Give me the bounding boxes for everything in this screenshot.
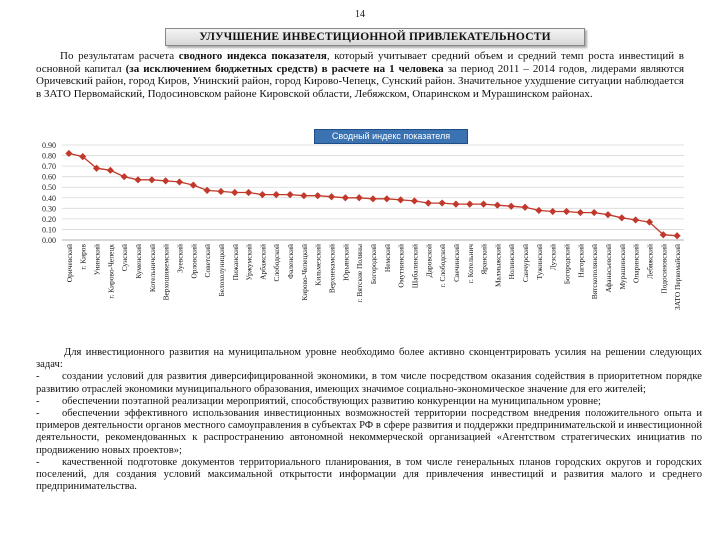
x-tick-label: Мурашинский	[617, 244, 627, 290]
directions-item-text: обеспечении эффективного использования инвестиционных возможностей территории посредством внедрения положительного опыта и примеров деятельности органов местного самоуправления в субъектах РФ в сфере развития и поддержки предпринимательской и инвестиционной деятельности, рекомендованных к распространению автономной некоммерческой организацией «Агентством стратегических инициатив по продвижению новых проектов»;	[36, 408, 702, 456]
data-point	[397, 196, 404, 203]
x-tick-label: Подосиновский	[659, 244, 669, 294]
data-point	[286, 191, 293, 198]
y-tick-label: 0.70	[42, 162, 56, 172]
y-tick-label: 0.90	[42, 141, 56, 150]
x-tick-label: Слободской	[272, 244, 282, 282]
directions-item	[36, 371, 702, 395]
page-number: 14	[355, 9, 365, 20]
x-tick-label: Богородский	[562, 244, 572, 285]
data-point	[466, 201, 473, 208]
bullet-dash: -	[36, 395, 40, 407]
data-point	[65, 150, 72, 157]
x-tick-label: Омутнинский	[396, 244, 406, 288]
intro-text-2: , который учитывает средний объем и средний темп роста инвестиций в основной капитал	[36, 50, 684, 75]
x-tick-label: Юрьянский	[341, 244, 351, 281]
bullet-dash: -	[36, 371, 40, 383]
data-point	[425, 199, 432, 206]
data-point	[383, 195, 390, 202]
x-tick-label: Свечинский	[451, 244, 461, 282]
data-point	[300, 192, 307, 199]
x-tick-label: Орловский	[189, 244, 199, 279]
data-point	[273, 191, 280, 198]
y-tick-label: 0.60	[42, 172, 56, 182]
data-point	[411, 197, 418, 204]
intro-text-3: за период 2011 – 2014 годов, лидерами являются Оричевский район, город Киров, Унинский район, город Кирово-Чепецк, Сунский район. Значительное ухудшение ситуации наблюдается в ЗАТО Первомайский, Подосиновском районе Кировской области, Лебяжском, Опаринском и Мурашинском районах.	[36, 62, 685, 100]
section-heading: УЛУЧШЕНИЕ ИНВЕСТИЦИОННОЙ ПРИВЛЕКАТЕЛЬНОСТИ	[165, 28, 585, 46]
x-tick-label: Кильмезский	[313, 244, 323, 286]
directions-item	[36, 408, 702, 457]
data-point	[577, 209, 584, 216]
x-tick-label: Сунский	[120, 244, 130, 272]
data-point	[508, 203, 515, 210]
x-tick-label: Уржумский	[244, 244, 254, 281]
data-point	[356, 194, 363, 201]
intro-bold-1: сводного индекса показателя	[178, 50, 327, 62]
intro-paragraph	[36, 50, 684, 100]
data-point	[369, 195, 376, 202]
data-point	[176, 178, 183, 185]
data-point	[480, 201, 487, 208]
data-point	[328, 193, 335, 200]
data-point	[190, 182, 197, 189]
data-point	[121, 173, 128, 180]
x-tick-label: Нагорский	[576, 244, 586, 278]
data-point	[259, 191, 266, 198]
y-tick-label: 0.30	[42, 204, 56, 214]
x-tick-label: г. Вятские Поляны	[355, 244, 365, 303]
directions-item-text: обеспечении поэтапной реализации мероприятий, способствующих развитию конкуренции на муниципальном уровне;	[62, 395, 601, 407]
x-tick-label: Лузский	[548, 244, 558, 271]
y-tick-label: 0.40	[42, 193, 56, 203]
x-tick-label: Кирово-Чепецкий	[299, 244, 309, 301]
data-point	[521, 204, 528, 211]
data-point	[535, 207, 542, 214]
data-point	[342, 194, 349, 201]
data-point	[618, 214, 625, 221]
data-point	[673, 232, 680, 239]
bullet-dash: -	[36, 456, 40, 468]
x-tick-label: Санчурский	[521, 244, 531, 283]
x-tick-label: Унинский	[92, 244, 102, 276]
index-chart	[0, 138, 720, 348]
data-point	[632, 216, 639, 223]
x-tick-label: Зуевский	[175, 244, 185, 273]
x-tick-label: Котельничский	[147, 244, 157, 293]
data-point	[217, 188, 224, 195]
x-tick-label: г. Киров	[78, 244, 88, 270]
x-tick-label: Оричевский	[64, 244, 74, 283]
directions-item	[36, 396, 702, 408]
x-tick-label: Афанасьевский	[603, 244, 613, 293]
x-tick-label: Яранский	[479, 243, 489, 275]
x-tick-label: Шабалинский	[410, 244, 420, 289]
data-point	[452, 201, 459, 208]
x-tick-label: г. Котельнич	[465, 244, 475, 284]
data-point	[563, 208, 570, 215]
data-point	[591, 209, 598, 216]
data-point	[314, 192, 321, 199]
x-tick-label: ЗАТО Первомайский	[673, 244, 683, 310]
x-tick-label: Нолинский	[507, 244, 517, 280]
directions-intro: Для инвестиционного развития на муниципальном уровне необходимо более активно сконцентрировать усилия на решении следующих задач:	[36, 347, 702, 371]
x-tick-label: Арбажский	[258, 244, 268, 280]
intro-text-1: По результатам расчета	[60, 50, 179, 62]
x-tick-label: Фаленский	[286, 244, 296, 279]
data-point	[134, 176, 141, 183]
x-tick-label: Советский	[203, 244, 213, 278]
chart-title: Сводный индекс показателя	[314, 129, 468, 144]
directions-list	[36, 371, 702, 493]
intro-bold-2: (за исключением бюджетных средств) в расчете на 1 человека	[125, 62, 444, 75]
x-tick-label: Пижанский	[230, 244, 240, 281]
data-point	[162, 177, 169, 184]
x-tick-label: Белохолуницкий	[216, 244, 226, 297]
x-tick-label: Куменский	[134, 244, 144, 279]
x-tick-label: Опаринский	[631, 244, 641, 283]
x-tick-label: г. Слободской	[438, 244, 448, 288]
data-point	[231, 189, 238, 196]
x-tick-label: Вятскополянский	[590, 244, 600, 300]
data-point	[148, 176, 155, 183]
x-tick-label: Верхошижемский	[161, 244, 171, 301]
y-tick-label: 0.00	[42, 236, 56, 245]
bullet-dash: -	[36, 408, 40, 420]
data-point	[107, 167, 114, 174]
x-tick-label: Малмыжский	[493, 244, 503, 288]
y-tick-label: 0.80	[42, 151, 56, 161]
directions-block	[36, 347, 702, 493]
x-tick-label: Лебяжский	[645, 244, 655, 279]
x-tick-label: Немский	[382, 244, 392, 273]
x-tick-label: Верхнекамский	[327, 244, 337, 294]
y-tick-label: 0.10	[42, 225, 56, 235]
data-point	[204, 187, 211, 194]
data-point	[549, 208, 556, 215]
x-tick-label: Даровской	[424, 244, 434, 278]
data-point	[439, 199, 446, 206]
directions-item-text: качественной подготовке документов территориального планирования, в том числе генеральных планов городских округов и городских поселений, для создания условий максимальной открытости информации для привлечения инвестиций и развития малого и среднего предпринимательства.	[36, 456, 702, 493]
directions-item-text: создании условий для развития диверсифицированной экономики, в том числе посредством оказания содействия в приоритетном порядке развитию отраслей экономики муниципального образования, имеющих значимое социально-экономическое значение для его жителей;	[36, 371, 702, 395]
x-tick-label: г. Кирово-Чепецк	[106, 244, 116, 299]
data-point	[245, 189, 252, 196]
x-tick-label: Богородский	[369, 244, 378, 285]
directions-item	[36, 457, 702, 494]
y-tick-label: 0.50	[42, 183, 56, 193]
data-point	[604, 211, 611, 218]
x-tick-label: Тужинский	[534, 244, 544, 280]
y-tick-label: 0.20	[42, 214, 56, 224]
data-point	[494, 202, 501, 209]
